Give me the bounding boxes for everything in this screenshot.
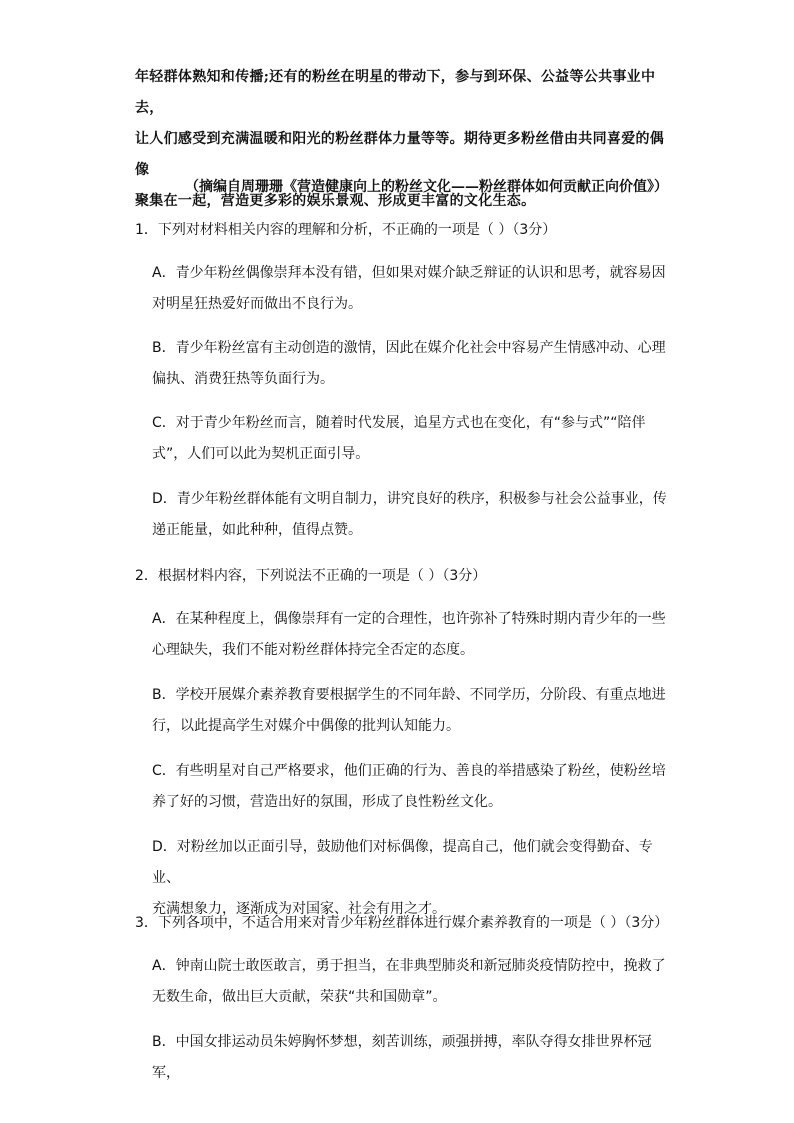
question-1-option-d — [152, 484, 667, 546]
question-2-option-b — [152, 680, 667, 742]
option-line: C．有些明星对自己严格要求，他们正确的行为、善良的举措感染了粉丝，使粉丝培 — [152, 763, 666, 779]
option-line: A．在某种程度上，偶像崇拜有一定的合理性，也许弥补了特殊时期内青少年的一些 — [152, 611, 666, 627]
question-2-stem: 2．根据材料内容，下列说法不正确的一项是（ ）（3分） — [135, 568, 487, 584]
option-line: B．学校开展媒介素养教育要根据学生的不同年龄、不同学历，分阶段、有重点地进 — [152, 687, 666, 703]
option-line: 偏执、消费狂热等负面行为。 — [152, 371, 334, 387]
option-line: 式”，人们可以此为契机正面引导。 — [152, 446, 370, 462]
option-line: A．钟南山院士敢医敢言，勇于担当，在非典型肺炎和新冠肺炎疫情防控中，挽救了 — [152, 958, 666, 974]
option-line: D．对粉丝加以正面引导，鼓励他们对标偶像，提高自己，他们就会变得勤奋、专业、 — [152, 839, 653, 886]
option-line: 递正能量，如此种种，值得点赞。 — [152, 522, 362, 538]
option-line: C．对于青少年粉丝而言，随着时代发展，追星方式也在变化，有“参与式”“陪伴 — [152, 415, 646, 431]
question-1-option-c — [152, 408, 667, 470]
question-3-option-b — [152, 1027, 667, 1089]
option-line: B．青少年粉丝富有主动创造的激情，因此在媒介化社会中容易产生情感冲动、心理 — [152, 340, 666, 356]
option-line: 充满想象力，逐渐成为对国家、社会有用之才。 — [152, 901, 446, 917]
source-citation: （摘编自周珊珊《营造健康向上的粉丝文化——粉丝群体如何贡献正向价值》） — [185, 179, 668, 195]
intro-line: 聚集在一起，营造更多彩的娱乐景观、形成更丰富的文化生态。 — [135, 193, 536, 209]
option-line: 对明星狂热爱好而做出不良行为。 — [152, 296, 362, 312]
option-line: 养了好的习惯，营造出好的氛围，形成了良性粉丝文化。 — [152, 794, 502, 810]
intro-line: 年轻群体熟知和传播;还有的粉丝在明星的带动下，参与到环保、公益等公共事业中去， — [135, 69, 656, 116]
intro-line: 让人们感受到充满温暖和阳光的粉丝群体力量等等。期待更多粉丝借由共同喜爱的偶像 — [135, 131, 665, 178]
question-2-option-d — [152, 832, 667, 925]
question-1-option-b — [152, 333, 667, 395]
question-3-stem: 3．下列各项中，不适合用来对青少年粉丝群体进行媒介素养教育的一项是（ ）（3分） — [135, 915, 669, 931]
option-line: D．青少年粉丝群体能有文明自制力，讲究良好的秩序，积极参与社会公益事业，传 — [152, 491, 667, 507]
question-1-option-a — [152, 258, 667, 320]
question-2-option-c — [152, 756, 667, 818]
question-1-stem: 1．下列对材料相关内容的理解和分析，不正确的一项是（ ）（3分） — [135, 222, 557, 238]
question-3-option-a — [152, 951, 667, 1013]
option-line: 行，以此提高学生对媒介中偶像的批判认知能力。 — [152, 718, 460, 734]
option-line: B．中国女排运动员朱婷胸怀梦想，刻苦训练，顽强拼搏，率队夺得女排世界杯冠军， — [152, 1034, 652, 1081]
option-line: 无数生命，做出巨大贡献，荣获“共和国勋章”。 — [152, 989, 447, 1005]
option-line: A．青少年粉丝偶像崇拜本没有错，但如果对媒介缺乏辩证的认识和思考，就容易因 — [152, 265, 666, 281]
option-line: 心理缺失，我们不能对粉丝群体持完全否定的态度。 — [152, 642, 474, 658]
question-2-option-a — [152, 604, 667, 666]
